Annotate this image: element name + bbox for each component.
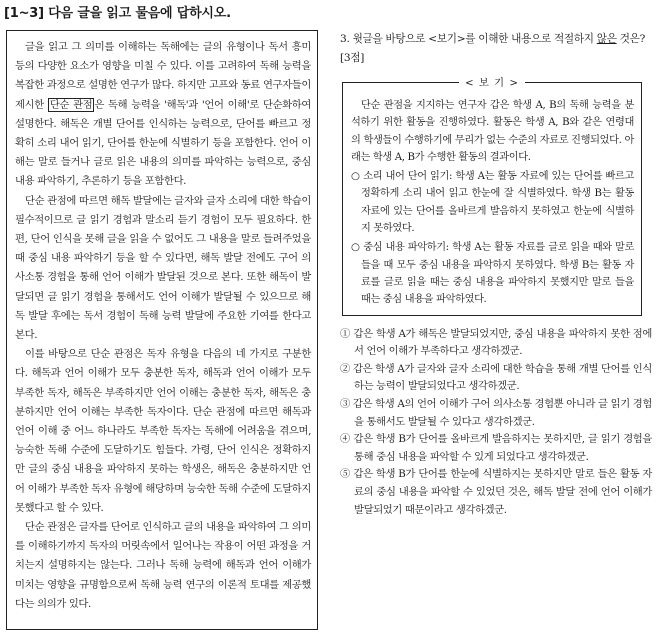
- passage-paragraph-1: [15, 38, 311, 192]
- question-stem: [340, 30, 652, 68]
- section-header: [1~3] 다음 글을 읽고 물음에 답하시오.: [4, 6, 231, 21]
- bogi-item-1: ○ 소리 내어 단어 읽기: 학생 A는 활동 자료에 있는 단어를 빠르고 정확하게 소리 내어 읽고 한눈에 잘 식별하였다. 학생 B는 활동 자료에 있는 단어를 올바르게 발음하지 못하였고 한눈에 식별하지 못하였다.: [351, 171, 634, 235]
- passage-paragraph-3: 이를 바탕으로 단순 관점은 독자 유형을 다음의 네 가지로 구분한다. 해독과 언어 이해가 모두 충분한 독자, 해독과 언어 이해가 모두 부족한 독자, 해독은 부족하지만 언어 이해는 충분한 독자, 해독은 충분하지만 언어 이해는 부족한 독자이다. 단순 관점에 따르면 해독과 언어 이해 중 어느 하나라도 부족한 독자는 독해에 어려움을 겪으며, 능숙한 독해 수준에 도달하기도 힘들다. 가령, 단어 인식은 정확하지만 글의 중심 내용을 파악하지 못하는 학생은, 해독은 충분하지만 언어 이해가 부족한 독자 유형에 해당하며 능숙한 독해 수준에 도달하지 못했다고 할 수 있다.: [15, 348, 311, 514]
- option-4[interactable]: ④ 갑은 학생 B가 단어를 올바르게 발음하지는 못하지만, 글 읽기 경험을 통해 중심 내용을 파악할 수 있게 되었다고 생각하겠군.: [340, 433, 652, 463]
- reading-passage: [6, 30, 318, 630]
- option-3[interactable]: ③ 갑은 학생 A의 언어 이해가 구어 의사소통 경험뿐 아니라 글 읽기 경험을 통해서도 발달될 수 있다고 생각하겠군.: [340, 397, 652, 428]
- bogi-title: < 보 기 >: [459, 74, 525, 89]
- option-1[interactable]: ① 갑은 학생 A가 해독은 발달되었지만, 중심 내용을 파악하지 못한 점에서 언어 이해가 부족하다고 생각하겠군.: [340, 327, 652, 358]
- answer-options: [340, 326, 652, 520]
- boxed-term: 단순 관점: [49, 98, 93, 111]
- passage-text: 은 독해 능력을 '해독'과 '언어 이해'로 단순화하여 설명한다. 해독은 개별 단어를 인식하는 능력으로, 단어를 빠르고 정확히 소리 내어 읽기, 단어를 한눈에 식별하기 등을 포함한다. 언어 이해는 말로 들거나 글로 읽은 내용의 의미를 파악하는 능력으로, 중심 내용 파악하기, 추론하기 등을 포함한다.: [15, 98, 311, 188]
- question-number: 3.: [340, 33, 350, 45]
- passage-paragraph-4: 단순 관점은 글자를 단어로 인식하고 글의 내용을 파악하여 그 의미를 이해하기까지 독자의 머릿속에서 일어나는 작용이 어떤 과정을 거치는지 설명하지는 않는다. 그러나 독해 능력에 해독과 언어 이해가 미치는 영향을 규명함으로써 독해 능력 연구의 이론적 토대를 제공했다는 의의가 있다.: [15, 521, 311, 610]
- bogi-box: [342, 77, 642, 316]
- bogi-intro: 단순 관점을 지지하는 연구자 갑은 학생 A, B의 독해 능력을 분석하기 위한 활동을 진행하였다. 활동은 학생 A, B와 같은 연령대의 학생들이 수행하기에 무리가 없는 수준의 자료로 진행되었다. 아래는 학생 A, B가 수행한 활동의 결과이다.: [351, 100, 634, 163]
- option-5[interactable]: ⑤ 갑은 학생 B가 단어를 한눈에 식별하지는 못하지만 말로 들은 활동 자료의 중심 내용을 파악할 수 있었던 것은, 해독 발달 전에 언어 이해가 발달되었기 때문이라고 생각하겠군.: [340, 468, 652, 516]
- option-2[interactable]: ② 갑은 학생 A가 글자와 글자 소리에 대한 학습을 통해 개별 단어를 인식하는 능력이 발달되었다고 생각하겠군.: [340, 362, 652, 393]
- bogi-item-2: ○ 중심 내용 파악하기: 학생 A는 활동 자료를 글로 읽을 때와 말로 들을 때 모두 중심 내용을 파악하지 못하였다. 학생 B는 활동 자료를 글로 읽을 때는 중심 내용을 파악하지 못했지만 말로 들을 때는 중심 내용을 파악하였다.: [351, 242, 634, 306]
- question-column: [340, 30, 652, 519]
- passage-paragraph-2: 단순 관점에 따르면 해독 발달에는 글자와 글자 소리에 대한 학습이 필수적이므로 글 읽기 경험과 말소리 듣기 경험이 모두 필요하다. 한편, 단어 인식을 못해 글을 읽을 수 없어도 그 내용을 말로 들려주었을 때 중심 내용 파악하기 등을 할 수 있다면, 해독 발달 전에도 구어 의사소통 경험을 통해 언어 이해가 발달된 것으로 본다. 또한 해독이 발달되면 글 읽기 경험을 통해서도 언어 이해가 발달될 수 있으므로 해독 발달 후에는 독서 경험이 독해 능력 발달에 주요한 기여를 한다고 본다.: [15, 194, 311, 342]
- question-text: 윗글을 바탕으로 <보기>를 이해한 내용으로 적절하지: [352, 33, 597, 45]
- question-text-end: 것은? [3점]: [340, 33, 645, 64]
- question-emphasis: 않은: [596, 33, 617, 45]
- passage-text: 글을 읽고 그 의미를 이해하는 독해에는 글의 유형이나 독서 흥미 등의 다양한 요소가 영향을 미칠 수 있다. 이를 고려하여 독해 능력을 복잡한 과정으로 설명한 연구가 많다. 하지만 고프와 동료 연구자들이 제시한: [15, 41, 311, 111]
